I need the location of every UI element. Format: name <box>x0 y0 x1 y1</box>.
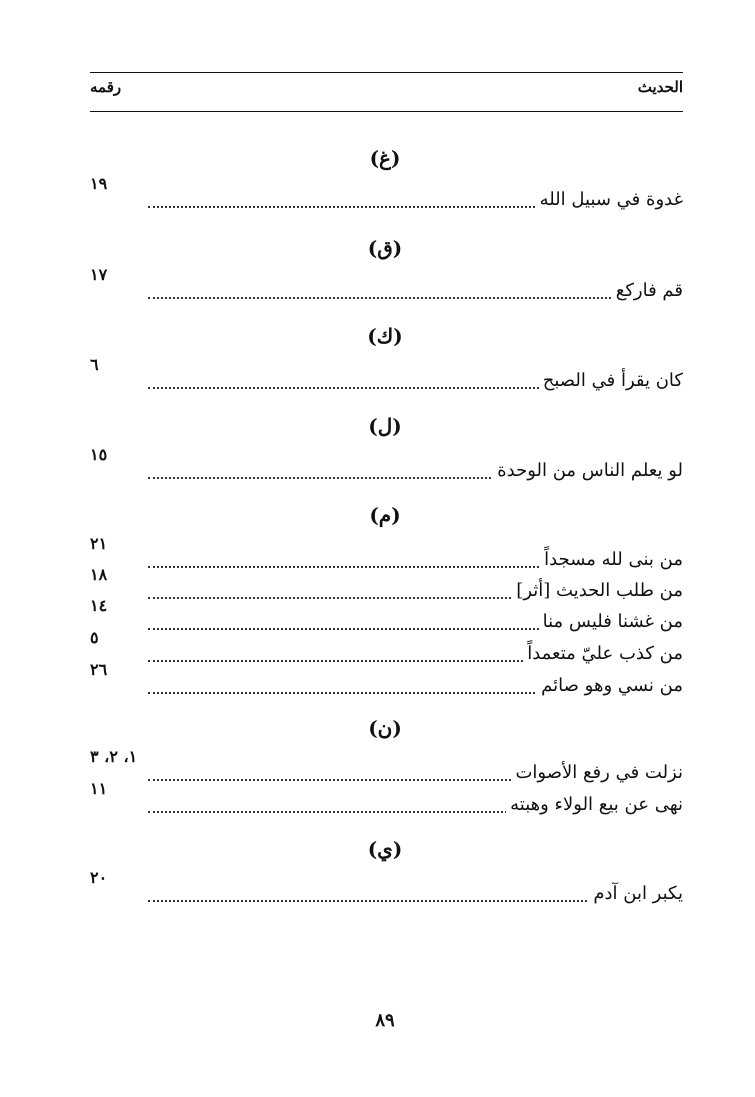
hadith-number: ٦ <box>90 355 105 374</box>
section-letter-qaf: (ق) <box>367 236 403 260</box>
hadith-title: كان يقرأ في الصبح <box>539 370 683 391</box>
hadith-number: ١٥ <box>90 445 113 464</box>
index-entry <box>90 628 683 664</box>
index-entry <box>90 265 683 301</box>
index-entry <box>90 565 683 601</box>
hadith-number: ١، ٢، ٣ <box>90 747 145 766</box>
index-entry <box>90 660 683 696</box>
hadith-title: يكبر ابن آدم <box>589 883 683 904</box>
hadith-title: من طلب الحديث [أثر] <box>512 580 683 601</box>
hadith-title: لو يعلم الناس من الوحدة <box>493 460 683 481</box>
section-letter-kaf: (ك) <box>367 324 403 348</box>
hadith-title: من نسي وهو صائم <box>537 675 683 696</box>
section-letter-nun: (ن) <box>368 716 402 740</box>
leader-dots <box>148 287 683 299</box>
hadith-title: من بنى لله مسجداً <box>540 549 683 570</box>
index-entry <box>90 868 683 904</box>
hadith-number: ٥ <box>90 628 105 647</box>
header-top-rule <box>90 72 683 73</box>
page-number: ٨٩ <box>375 1010 395 1031</box>
index-entry <box>90 596 683 632</box>
hadith-number: ١٨ <box>90 565 113 584</box>
hadith-title: نزلت في رفع الأصوات <box>511 762 683 783</box>
hadith-title: غدوة في سبيل الله <box>536 189 683 210</box>
hadith-number: ١٩ <box>90 174 113 193</box>
number-column-header: رقمه <box>90 78 122 96</box>
index-entry <box>90 174 683 210</box>
hadith-number: ١١ <box>90 779 113 798</box>
section-letter-mim: (م) <box>369 503 401 527</box>
hadith-number: ٢٦ <box>90 660 113 679</box>
section-letter-ya: (ي) <box>367 837 403 861</box>
hadith-number: ٢٠ <box>90 868 113 887</box>
index-entry <box>90 747 683 783</box>
section-letter-ghain: (غ) <box>369 146 401 170</box>
hadith-title: قم فاركع <box>612 280 683 301</box>
hadith-title: من غشنا فليس منا <box>539 611 683 632</box>
hadith-number: ٢١ <box>90 534 113 553</box>
section-letter-lam: (ل) <box>368 414 402 438</box>
hadith-number: ١٧ <box>90 265 113 284</box>
hadith-title: نهى عن بيع الولاء وهبته <box>506 794 683 815</box>
index-entry <box>90 779 683 815</box>
index-entry <box>90 445 683 481</box>
index-entry <box>90 355 683 391</box>
hadith-title: من كذب عليّ متعمداً <box>523 643 683 664</box>
hadith-column-header: الحديث <box>637 78 683 96</box>
index-entry <box>90 534 683 570</box>
hadith-number: ١٤ <box>90 596 113 615</box>
header-bottom-rule <box>90 111 683 112</box>
